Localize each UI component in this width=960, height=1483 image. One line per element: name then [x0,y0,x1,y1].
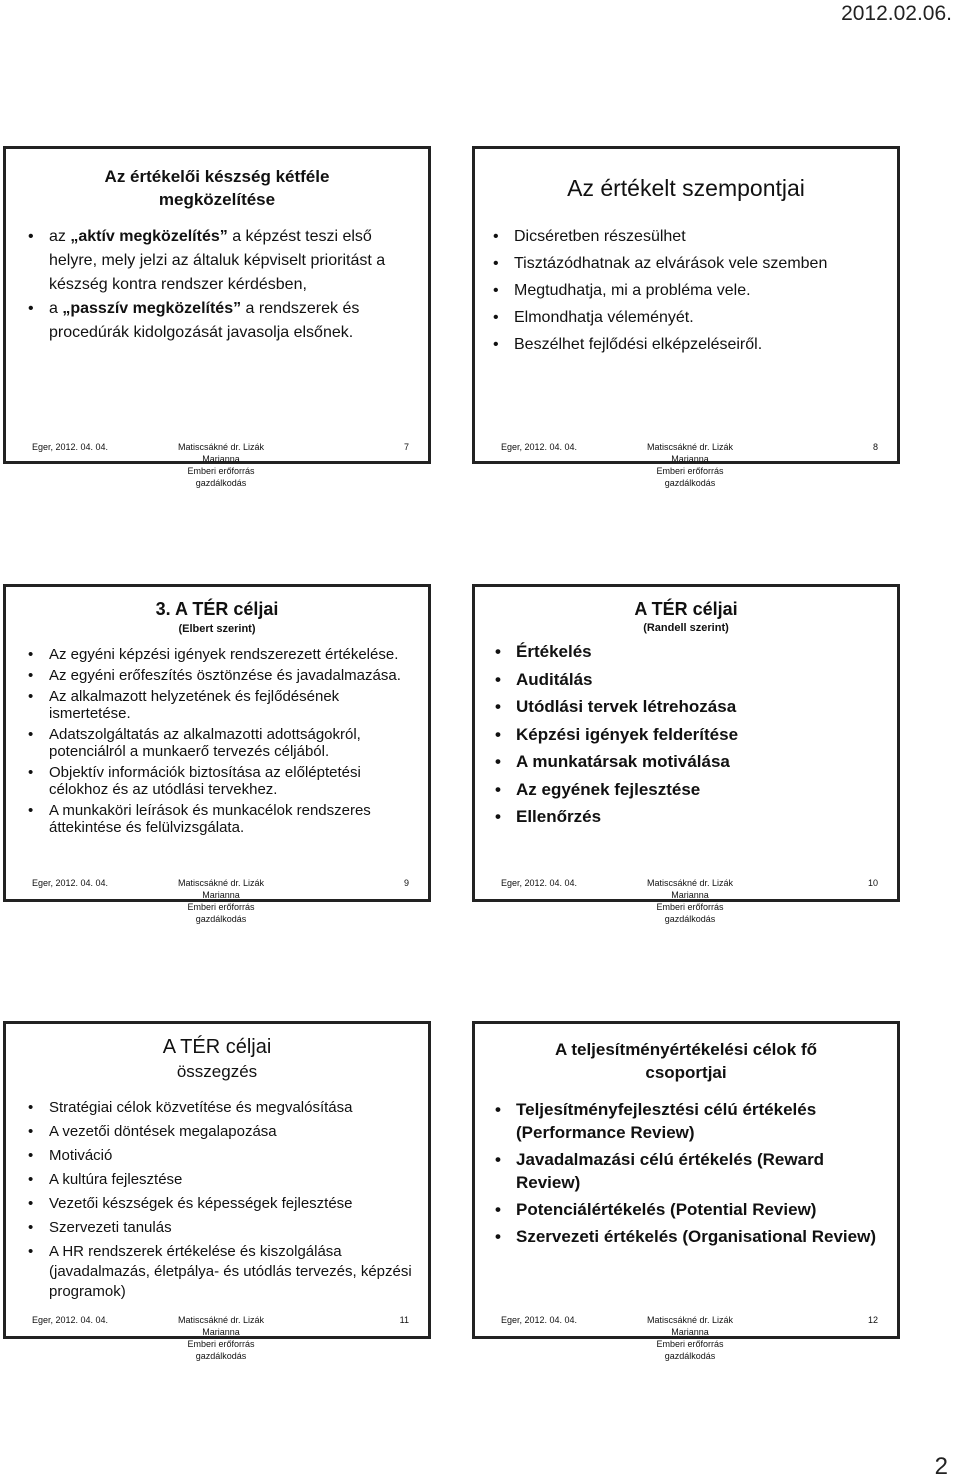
bullet-list [24,1098,414,1302]
slide-subtitle: összegzés [176,1062,258,1081]
bullet-item: • Elmondhatja véleményét. [489,306,883,330]
slide-title: A TÉR céljai [162,1036,272,1058]
bullet-list [24,225,410,345]
bullet-item: • A vezetői döntések megalapozása [24,1122,414,1142]
footer-author: Matiscsákné dr. Lizák Marianna Emberi erőforrás gazdálkodás [646,1315,734,1361]
bullet-item: • Ellenőrzés [491,807,883,827]
bullet-item: • A munkaköri leírások és munkacélok rendszeres áttekintése és felülvizsgálata. [24,802,414,836]
bullet-item: • Az egyének fejlesztése [491,780,883,800]
slide-number: 10 [867,878,878,888]
slide-title: 3. A TÉR céljai [155,599,279,619]
bullet-item: • Szervezeti tanulás [24,1218,414,1238]
bullet-item: • A kultúra fejlesztése [24,1170,414,1190]
slide-title: A teljesítményértékelési célok fő csoportjai [554,1040,818,1082]
bullet-item: • Az egyéni képzési igények rendszerezett értékelése. [24,646,414,663]
bullet-item: • Teljesítményfejlesztési célú értékelés (Performance Review) [491,1098,877,1144]
footer-date: Eger, 2012. 04. 04. [501,442,578,452]
slide-subtitle: (Elbert szerint) [178,623,256,635]
slide-number: 12 [867,1315,878,1325]
bullet-item: • Motiváció [24,1146,414,1166]
bullet-item: • A HR rendszerek értékelése és kiszolgálása (javadalmazás, életpálya- és utódlás tervezés, képzési programok) [24,1242,414,1302]
slide-9 [3,584,431,924]
bullet-item: • Objektív információk biztosítása az előléptetési célokhoz és az utódlási tervekhez. [24,764,414,798]
bullet-item: • az „aktív megközelítés” a képzést teszi első helyre, mely jelzi az általuk képviselt prioritást a készség kontra rendszer kérdésben, [24,225,410,297]
bullet-item: • Értékelés [491,642,883,662]
slide-subtitle: (Randell szerint) [643,622,729,634]
bullet-item: • Beszélhet fejlődési elképzeléseiről. [489,333,883,357]
footer-author: Matiscsákné dr. Lizák Marianna Emberi erőforrás gazdálkodás [177,442,265,488]
bullet-item: • Dicséretben részesülhet [489,225,883,249]
footer-author: Matiscsákné dr. Lizák Marianna Emberi erőforrás gazdálkodás [646,442,734,488]
slide-title: Az értékelt szempontjai [567,175,805,201]
footer-author: Matiscsákné dr. Lizák Marianna Emberi erőforrás gazdálkodás [177,1315,265,1361]
bullet-item: • Utódlási tervek létrehozása [491,697,883,717]
footer-author: Matiscsákné dr. Lizák Marianna Emberi erőforrás gazdálkodás [177,878,265,924]
bullet-list [491,1098,877,1248]
bullet-list [489,225,883,357]
bullet-item: • Képzési igények felderítése [491,725,883,745]
bullet-item: • Auditálás [491,670,883,690]
slide-title: Az értékelői készség kétféle megközelítése [104,167,330,209]
bullet-item: • Szervezeti értékelés (Organisational Review) [491,1225,877,1248]
page-number: 2 [934,1453,948,1480]
header-date: 2012.02.06. [841,2,952,25]
bullet-item: • Megtudhatja, mi a probléma vele. [489,279,883,303]
slide-title: A TÉR céljai [634,599,738,619]
bullet-item: • Stratégiai célok közvetítése és megvalósítása [24,1098,414,1118]
slide-number: 9 [403,878,409,888]
bullet-item: • a „passzív megközelítés” a rendszerek és procedúrák kidolgozását javasolja elsőnek. [24,297,410,345]
bullet-item: • Tisztázódhatnak az elvárások vele szemben [489,252,883,276]
bullet-item: • Potenciálértékelés (Potential Review) [491,1198,877,1221]
bullet-item: • Az egyéni erőfeszítés ösztönzése és javadalmazása. [24,667,414,684]
bullet-item: • Az alkalmazott helyzetének és fejlődésének ismertetése. [24,688,414,722]
bullet-item: • A munkatársak motiválása [491,752,883,772]
slide-10 [472,584,900,924]
bullet-item: • Adatszolgáltatás az alkalmazotti adottságokról, potenciálról a munkaerő tervezés céljából. [24,726,414,760]
bullet-item: • Vezetői készségek és képességek fejlesztése [24,1194,414,1214]
slide-12 [472,1021,900,1361]
slide-8 [472,146,900,488]
footer-date: Eger, 2012. 04. 04. [32,442,109,452]
footer-date: Eger, 2012. 04. 04. [32,1315,109,1325]
footer-date: Eger, 2012. 04. 04. [501,878,578,888]
slide-7 [3,146,431,488]
footer-date: Eger, 2012. 04. 04. [32,878,109,888]
slide-number: 7 [403,442,409,452]
footer-author: Matiscsákné dr. Lizák Marianna Emberi erőforrás gazdálkodás [646,878,734,924]
bullet-list [24,646,414,836]
footer-date: Eger, 2012. 04. 04. [501,1315,578,1325]
bullet-item: • Javadalmazási célú értékelés (Reward Review) [491,1148,877,1194]
slide-11 [3,1021,431,1361]
slide-number: 11 [399,1315,409,1325]
slide-number: 8 [872,442,878,452]
bullet-list [491,642,883,827]
